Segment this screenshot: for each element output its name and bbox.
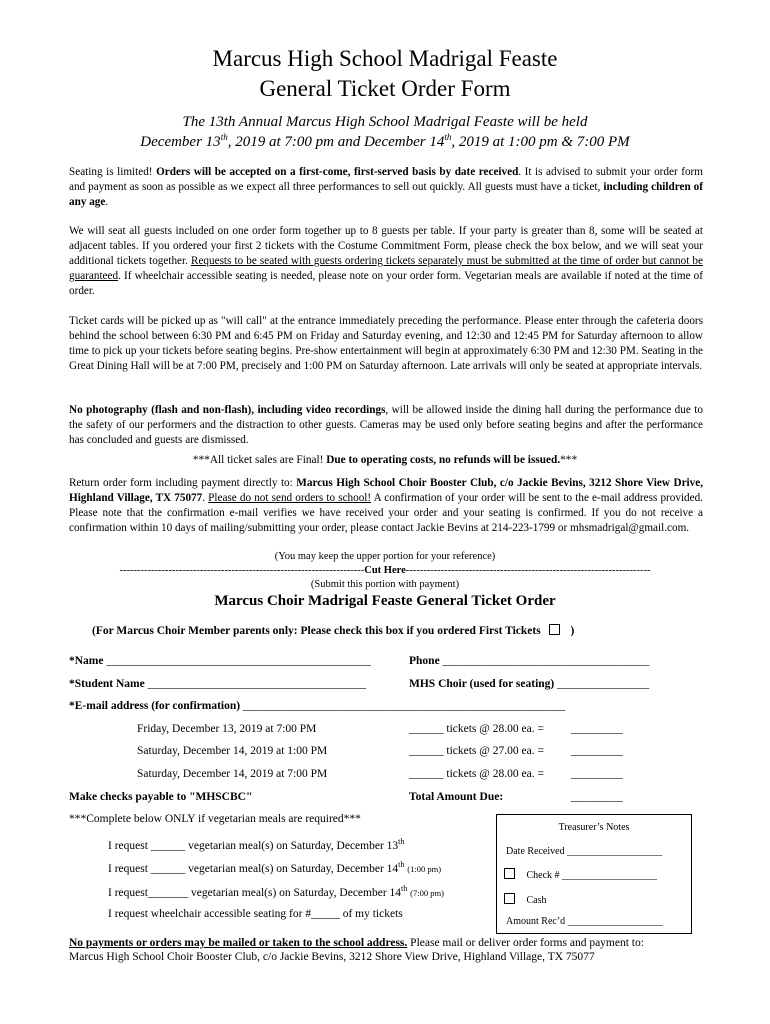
footer-notice: No payments or orders may be mailed or taken to the school address. Please mail or deliver order forms and payment to: [69,937,644,949]
name-input-line[interactable]: ______________________________________________ [106,655,371,667]
phone-label: Phone [409,655,440,667]
phone-input-line[interactable]: ____________________________________ [442,655,650,667]
treasurer-notes-box [496,814,692,934]
return-instructions-paragraph: Return order form including payment directly to: Marcus High School Choir Booster Club, c/o Jackie Bevins, 3212 Shore View Drive, Highland Village, TX 75077. Please do not send orders to school! A confirmation of your order will be sent to the e-mail address provided. Please note that the confirmation e-mail verifies we have received your order and your seating is confirmed. If you do not receive a confirmation within 10 days of mailing/submitting your order, please contact Jackie Bevins at 214-223-1799 or mhsmadrigal@gmail.com. [69,477,704,534]
event-dates: December 13th, 2019 at 7:00 pm and December 14th, 2019 at 1:00 pm & 7:00 PM [140,132,630,150]
cut-line: ----------------------------------------------------------------------Cut Here---------------------------------------------------------------------- [119,565,651,576]
cash-checkbox[interactable] [504,893,515,904]
checks-payable-note: Make checks payable to "MHSCBC" [69,791,253,803]
performance-sat-evening-total[interactable]: _________ [571,768,623,780]
date-received-line[interactable]: Date Received ___________________ [506,846,663,857]
performance-sat-matinee-label: Saturday, December 14, 2019 at 1:00 PM [137,745,328,757]
total-amount-line[interactable]: _________ [571,791,623,803]
phone-field[interactable] [409,655,650,667]
email-label: *E-mail address (for confirmation) [69,700,241,712]
treasurer-notes-title: Treasurer’s Notes [558,822,630,833]
performance-sat-evening-label: Saturday, December 14, 2019 at 7:00 PM [137,768,328,780]
performance-sat-evening-tickets[interactable]: ______ tickets @ 28.00 ea. = [409,768,544,780]
cash-row[interactable]: Cash [504,893,547,906]
photography-paragraph: No photography (flash and non-flash), including video recordings, will be allowed inside the dining hall during the performance due to the safety of our performers and the distraction to other guests. Cameras may be used only before seating begins and after the performance has concluded and guests are dismissed. [69,404,703,446]
performance-sat-matinee-total[interactable]: _________ [571,745,623,757]
email-input-line[interactable]: ________________________________________________________ [242,700,565,712]
seating-paragraph: Seating is limited! Orders will be accepted on a first-come, first-served basis by date received. It is advised to submit your order form and payment as soon as possible as we expect all three performances to sell out quickly. All guests must have a ticket, including children of any age. [69,166,704,208]
form-title: Marcus High School Madrigal Feaste [212,46,558,71]
performance-friday-tickets[interactable]: ______ tickets @ 28.00 ea. = [409,723,544,735]
amount-received-line[interactable]: Amount Rec’d ___________________ [506,916,663,927]
keep-portion-note: (You may keep the upper portion for your reference) [274,551,496,562]
choir-field[interactable] [409,678,649,690]
total-amount-label: Total Amount Due: [409,791,504,803]
vegetarian-line-dec14-matinee[interactable]: I request ______ vegetarian meal(s) on Saturday, December 14th (1:00 pm) [108,860,442,875]
student-name-input-line[interactable]: ______________________________________ [147,678,367,690]
form-subtitle-title: General Ticket Order Form [259,76,511,101]
submit-portion-note: (Submit this portion with payment) [310,579,460,590]
email-field[interactable] [69,700,565,712]
footer-mailing-address: Marcus High School Choir Booster Club, c/o Jackie Bevins, 3212 Shore View Drive, Highland Village, TX 75077 [69,951,595,963]
vegetarian-line-dec13[interactable]: I request ______ vegetarian meal(s) on Saturday, December 13th [108,837,405,852]
first-tickets-checkbox[interactable] [549,624,560,635]
performance-sat-matinee-tickets[interactable]: ______ tickets @ 27.00 ea. = [409,745,544,757]
name-label: *Name [69,655,104,667]
student-name-field[interactable] [69,678,366,690]
choir-input-line[interactable]: ________________ [557,678,650,690]
performance-friday-total[interactable]: _________ [571,723,623,735]
check-row[interactable]: Check # ___________________ [504,868,657,881]
choir-label: MHS Choir (used for seating) [409,678,555,690]
check-checkbox[interactable] [504,868,515,879]
member-parent-note: (For Marcus Choir Member parents only: Please check this box if you ordered First Tickets ) [92,625,575,637]
order-heading: Marcus Choir Madrigal Feaste General Ticket Order [214,593,556,609]
performance-friday-label: Friday, December 13, 2019 at 7:00 PM [137,723,317,735]
vegetarian-heading: ***Complete below ONLY if vegetarian meals are required*** [69,813,361,825]
ticket-pickup-paragraph: Ticket cards will be picked up as "will call" at the entrance immediately preceding the performance. Please enter through the cafeteria doors behind the school between 6:30 PM and 6:45 PM on Friday and Saturday evening, and 12:30 and 12:45 PM for Saturday afternoon to allow time to pick up your tickets before seating begins. Pre-show entertainment will begin at approximately 6:30 PM and 12:30 PM. Seating in the Great Dining Hall will be at 7:00 PM, precisely and 1:00 PM on Saturday afternoon. Late arrivals will only be seated at appropriate intervals. [69,315,703,372]
student-name-label: *Student Name [69,678,145,690]
event-intro: The 13th Annual Marcus High School Madrigal Feaste will be held [182,114,588,130]
vegetarian-line-dec14-evening[interactable]: I request_______ vegetarian meal(s) on Saturday, December 14th (7:00 pm) [108,884,444,899]
final-sales-notice: ***All ticket sales are Final! Due to operating costs, no refunds will be issued.*** [192,454,578,466]
name-field[interactable] [69,655,371,667]
table-seating-paragraph: We will seat all guests included on one order form together up to 8 guests per table. If your party is greater than 8, some will be seated at adjacent tables. If you ordered your first 2 tickets with the Costume Commitment Form, please check the box below, and we will seat your additional tickets together. Requests to be seated with guests ordering tickets separately must be submitted at the time of order but cannot be guaranteed. If wheelchair accessible seating is needed, please note on your order form. Vegetarian meals are available if noted at the time of order. [69,225,703,297]
wheelchair-request-line[interactable]: I request wheelchair accessible seating for #_____ of my tickets [108,908,403,920]
